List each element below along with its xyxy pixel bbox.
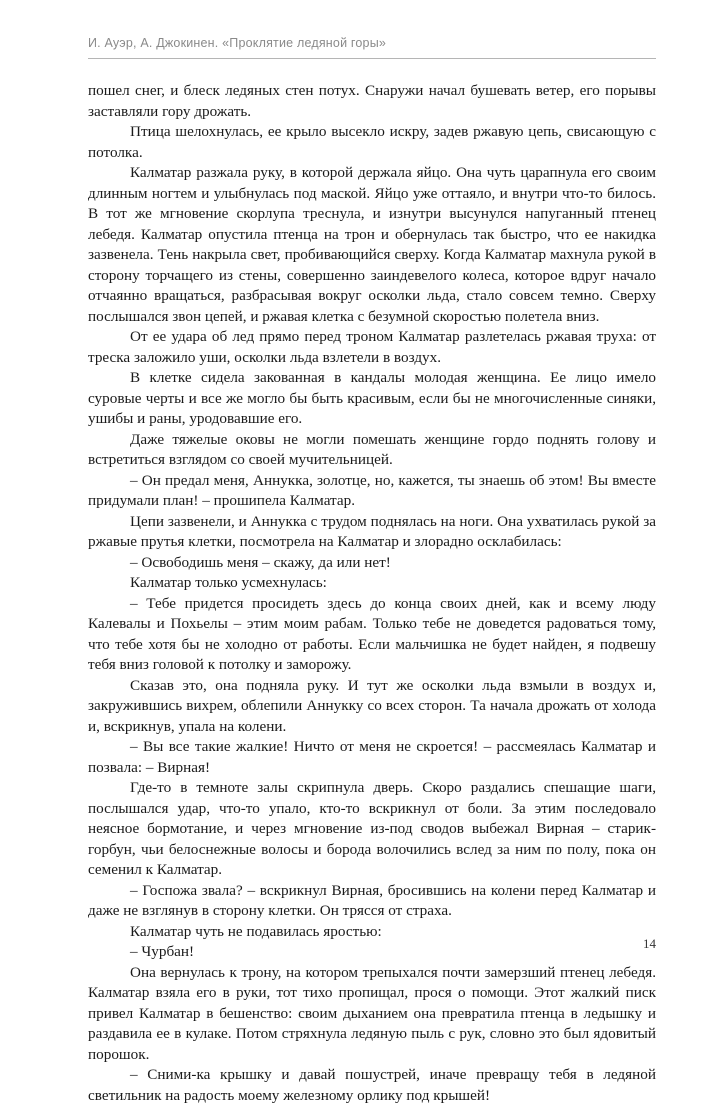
paragraph: Даже тяжелые оковы не могли помешать женщине гордо поднять голову и встретиться взглядом со своей мучительницей. [88, 430, 656, 468]
paragraph: пошел снег, и блеск ледяных стен потух. Снаружи начал бушевать ветер, его порывы заставляли гору дрожать. [88, 82, 656, 120]
paragraph: Сказав это, она подняла руку. И тут же осколки льда взмыли в воздух и, закружившись вихрем, облепили Аннукку со всех сторон. Та начала дрожать от холода и, вскрикнув, упала на колени. [88, 676, 656, 735]
paragraph: – Сними-ка крышку и давай пошустрей, иначе превращу тебя в ледяной светильник на радость моему железному орлику под крышей! [88, 1066, 656, 1104]
paragraph: – Госпожа звала? – вскрикнул Вирная, бросившись на колени перед Калматар и даже не взглянув в сторону клетки. Он трясся от страха. [88, 881, 656, 919]
page-number: 14 [643, 936, 656, 951]
paragraph: От ее удара об лед прямо перед троном Калматар разлетелась ржавая труха: от треска заложило уши, осколки льда взлетели в воздух. [88, 328, 656, 366]
body-text [88, 81, 656, 1106]
paragraph: Птица шелохнулась, ее крыло высекло искру, задев ржавую цепь, свисающую с потолка. [88, 123, 656, 161]
paragraph: Где-то в темноте залы скрипнула дверь. Скоро раздались спешащие шаги, послышался удар, что-то упало, кто-то вскрикнул от боли. За этим последовало неясное бормотание, и через мгновение из-под сводов выбежал Вирная – старик-горбун, чьи белоснежные волосы и борода волочились вслед за ним по полу, пока он семенил к Калматар. [88, 779, 656, 878]
paragraph: В клетке сидела закованная в кандалы молодая женщина. Ее лицо имело суровые черты и все же могло бы быть красивым, если бы не многочисленные синяки, ушибы и раны, уродовавшие его. [88, 369, 656, 427]
paragraph: Она вернулась к трону, на котором трепыхался почти замерзший птенец лебедя. Калматар взяла его в руки, тот тихо пропищал, прося о помощи. Этот жалкий писк привел Калматар в бешенство: своим дыханием она превратила птенца в ледышку и раздавила ее в кулаке. Потом стряхнула ледяную пыль с рук, словно это был ядовитый порошок. [88, 963, 656, 1063]
paragraph: – Чурбан! [130, 943, 195, 960]
paragraph: – Вы все такие жалкие! Ничто от меня не скроется! – рассмеялась Калматар и позвала: – Вирная! [88, 738, 656, 776]
paragraph: Калматар чуть не подавилась яростью: [130, 922, 382, 940]
paragraph: – Освободишь меня – скажу, да или нет! [130, 553, 391, 571]
paragraph: – Он предал меня, Аннукка, золотце, но, кажется, ты знаешь об этом! Вы вместе придумали план! – прошипела Калматар. [88, 471, 656, 509]
running-title: И. Ауэр, А. Джокинен. «Проклятие ледяной горы» [88, 36, 387, 50]
running-header [88, 36, 656, 59]
paragraph: Калматар только усмехнулась: [130, 574, 327, 591]
paragraph: Цепи зазвенели, и Аннукка с трудом поднялась на ноги. Она ухватилась рукой за ржавые прутья клетки, посмотрела на Калматар и злорадно осклабилась: [88, 512, 656, 550]
paragraph: – Тебе придется просидеть здесь до конца своих дней, как и всему люду Калевалы и Похьелы – этим моим рабам. Только тебе не доведется радоваться тому, что тебе хотя бы не холодно от работы. Если мальчишка не будет найден, я подвешу тебя вниз головой к потолку и заморожу. [88, 594, 656, 673]
paragraph: Калматар разжала руку, в которой держала яйцо. Она чуть царапнула его своим длинным ногтем и улыбнулась под маской. Яйцо уже оттаяло, и внутри что-то билось. В тот же мгновение скорлупа треснула, и изнутри высунулся напуганный птенец лебедя. Калматар опустила птенца на трон и обернулась так быстро, что ее накидка зазвенела. Тень накрыла свет, пробивающийся сверху. Когда Калматар махнула рукой в сторону торчащего из стены, совершенно заиндевелого колеса, которое вдруг начало отчаянно вращаться, разбрасывая вокруг осколки льда, стало совсем темно. Сверху послышался звон цепей, и ржавая клетка с безумной скоростью полетела вниз. [88, 164, 656, 325]
